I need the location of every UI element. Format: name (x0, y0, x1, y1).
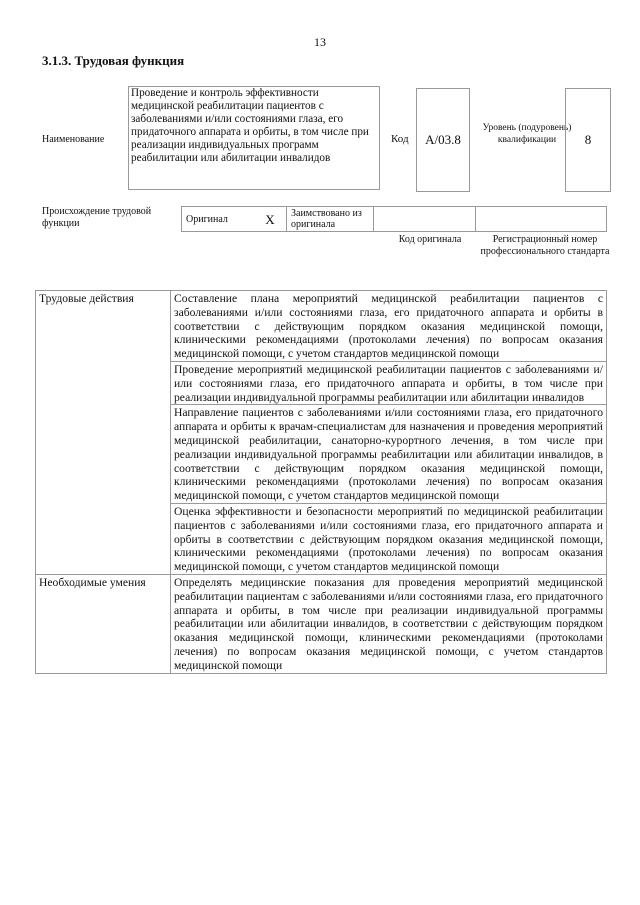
original-mark: X (254, 207, 287, 232)
code-label: Код (391, 133, 409, 145)
reg-number-caption: Регистрационный номер профессионального стандарта (480, 234, 610, 257)
page-number: 13 (314, 35, 326, 49)
labor-function-table (35, 290, 607, 674)
code-value: A/03.8 (416, 88, 470, 192)
original-code-cell (374, 207, 476, 232)
skill-item: Определять медицинские показания для проведения мероприятий медицинской реабилитации пациентам с заболеваниями и/или состояниями глаза, его придаточного аппарата и орбиты, в том числе при реализации индивидуальной программы реабилитации или абилитации инвалидов, в соответствии с действующим порядком оказания медицинской помощи, клиническими рекомендациями (протоколами лечения) по вопросам оказания медицинской помощи, с учетом стандартов медицинской помощи (171, 574, 607, 673)
origin-label: Происхождение трудовой функции (42, 206, 152, 229)
qualification-level-value: 8 (565, 88, 611, 192)
origin-table (181, 206, 607, 232)
function-name-value: Проведение и контроль эффективности медицинской реабилитации пациентов с заболеваниями и/или состояниями глаза, его придаточного аппарата и орбиты, в том числе при реализации индивидуальных программ реабилитации или абилитации инвалидов (128, 86, 380, 190)
original-code-caption: Код оригинала (398, 234, 462, 245)
qualification-level-label: Уровень (подуровень) квалификации (482, 123, 572, 145)
borrowed-label: Заимствовано из оригинала (287, 207, 374, 232)
labor-action-item: Направление пациентов с заболеваниями и/или состояниями глаза, его придаточного аппарата и орбиты к врачам-специалистам для назначения и проведения мероприятий медицинской реабилитации, санаторно-курортного лечения, в том числе при реализации индивидуальной программы реабилитации или абилитации инвалидов, в соответствии с действующим порядком оказания медицинской помощи, клиническими рекомендациями (протоколами лечения) по вопросам оказания медицинской помощи, с учетом стандартов медицинской помощи (171, 405, 607, 504)
table-row (36, 291, 607, 362)
labor-action-item: Проведение мероприятий медицинской реабилитации пациентов с заболеваниями и/или состояниями глаза, его придаточного аппарата и орбиты, в том числе при реализации индивидуальной программы реабилитации или абилитации инвалидов (171, 361, 607, 404)
name-label: Наименование (42, 134, 105, 145)
labor-actions-label: Трудовые действия (36, 291, 171, 575)
labor-action-item: Оценка эффективности и безопасности мероприятий по медицинской реабилитации пациентов с заболеваниями и/или состояниями глаза, его придаточного аппарата и орбиты в соответствии с действующим порядком оказания медицинской помощи, клиническими рекомендациями (протоколами лечения) по вопросам оказания медицинской помощи, с учетом стандартов медицинской помощи (171, 503, 607, 574)
reg-number-cell (476, 207, 607, 232)
labor-action-item: Составление плана мероприятий медицинской реабилитации пациентов с заболеваниями и/или состояниями глаза, его придаточного аппарата и орбиты в соответствии с действующим порядком оказания медицинской помощи, клиническими рекомендациями (протоколами лечения) по вопросам оказания медицинской помощи, с учетом стандартов медицинской помощи (171, 291, 607, 362)
table-row (36, 574, 607, 673)
original-label: Оригинал (182, 207, 255, 232)
skills-label: Необходимые умения (36, 574, 171, 673)
section-title: 3.1.3. Трудовая функция (42, 53, 185, 68)
